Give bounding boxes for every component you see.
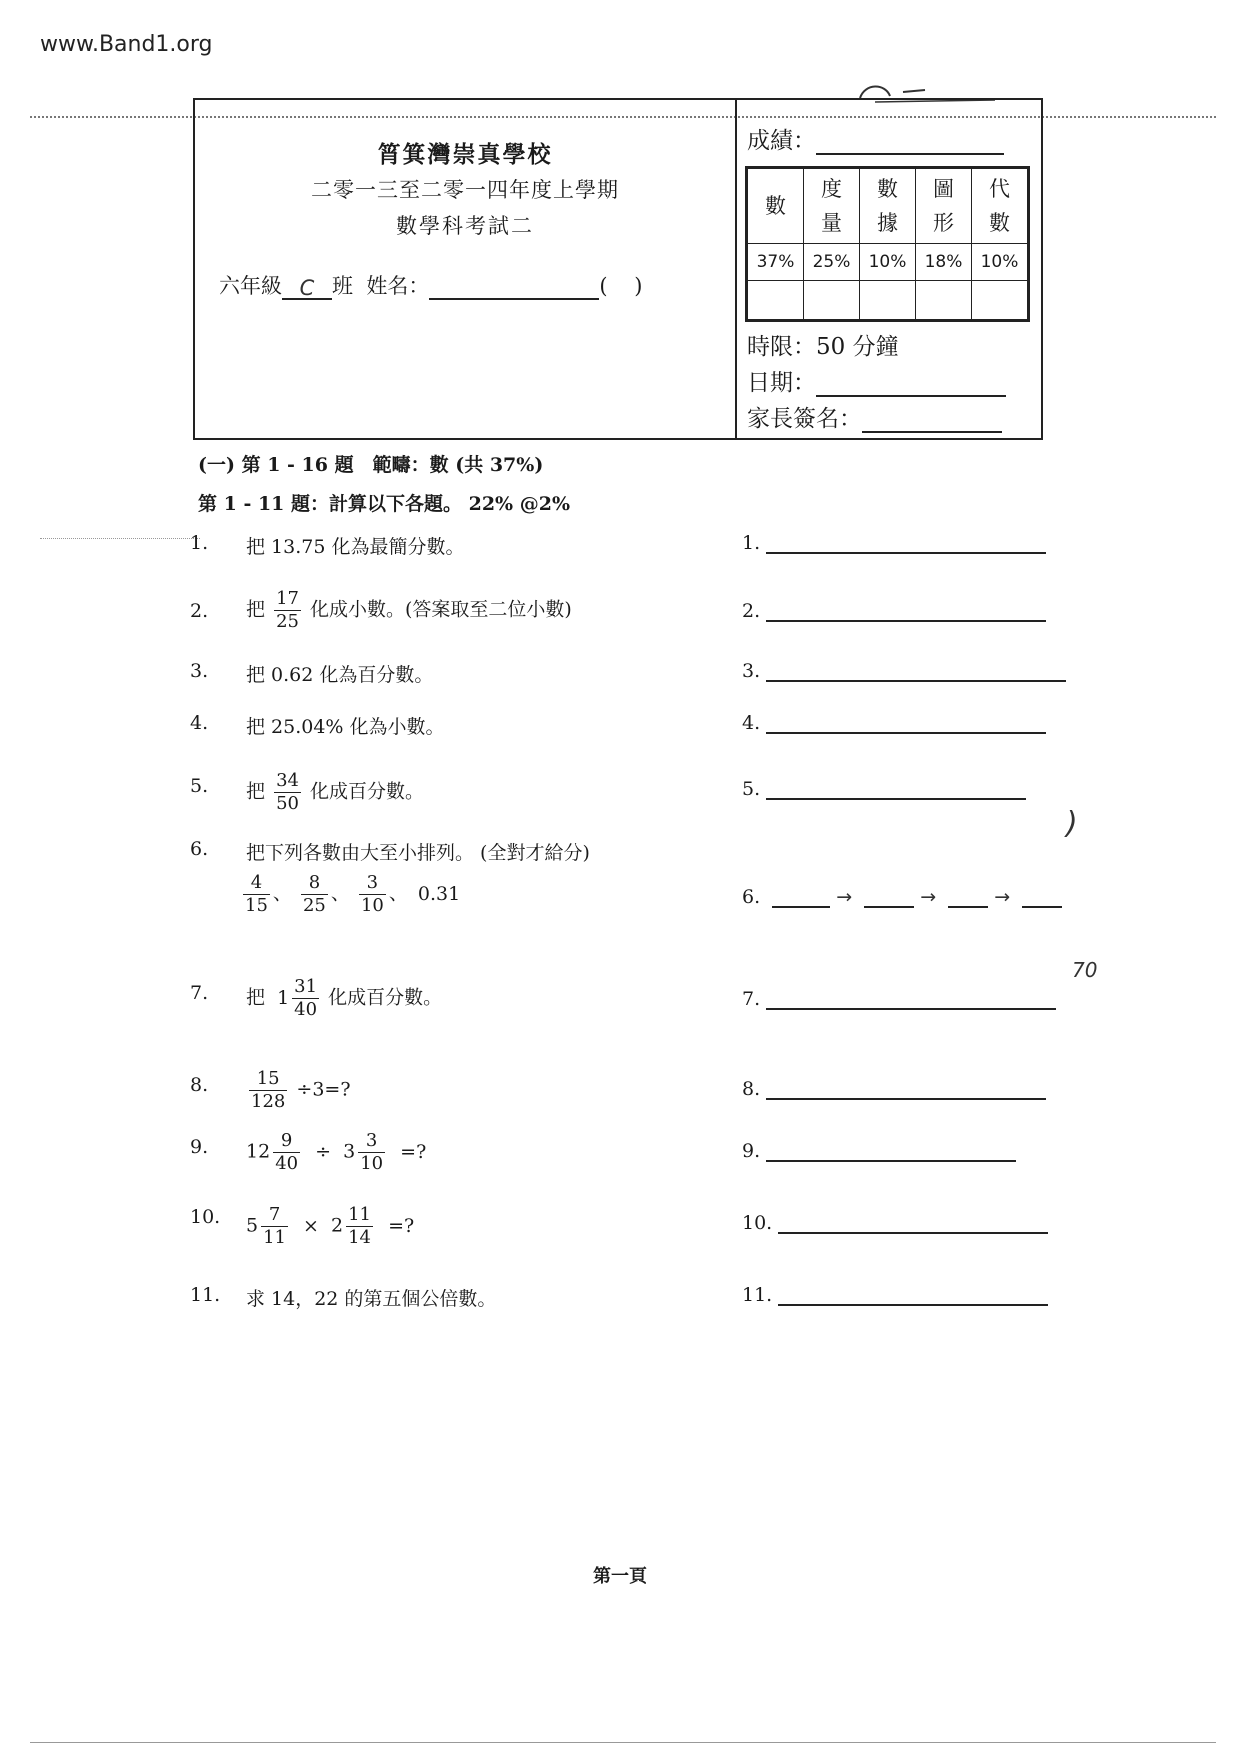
score-entry-cell[interactable] <box>916 281 972 321</box>
question-number: 10. <box>190 1206 221 1228</box>
answer-line <box>742 778 1026 800</box>
fraction-numerator: 4 <box>243 872 270 895</box>
category-cell <box>804 168 860 244</box>
answer-slot[interactable] <box>948 904 988 908</box>
answer-line <box>742 1078 1046 1100</box>
answer-field[interactable] <box>766 550 1046 554</box>
question-suffix: =? <box>400 1140 427 1163</box>
fraction-denominator: 50 <box>276 793 299 814</box>
score-label: 成績： <box>747 128 816 154</box>
fraction-numerator: 3 <box>358 1130 385 1153</box>
question-prefix: 把 <box>246 780 266 803</box>
fraction-numerator: 7 <box>261 1204 288 1227</box>
class-value: C <box>299 276 315 300</box>
handwritten-note: 70 <box>1072 958 1098 982</box>
date-label: 日期： <box>747 370 816 396</box>
question-suffix: 化成小數。(答案取至二位小數) <box>310 598 572 621</box>
score-breakdown-table <box>745 166 1030 322</box>
watermark: www.Band1.org <box>40 32 213 57</box>
fraction <box>301 872 328 917</box>
scan-line-bottom <box>30 1742 1216 1743</box>
question-number: 4. <box>190 712 209 734</box>
answer-label: 9. <box>742 1140 761 1162</box>
parent-sign-label: 家長簽名： <box>747 406 862 432</box>
answer-field[interactable] <box>778 1230 1048 1234</box>
question-text <box>246 976 442 1021</box>
arrow-icon: → <box>994 886 1011 908</box>
percentage-cell: 10% <box>972 244 1029 281</box>
answer-label: 10. <box>742 1212 773 1234</box>
fraction <box>346 1204 373 1249</box>
percentage-cell: 25% <box>804 244 860 281</box>
answer-line <box>742 532 1046 554</box>
fraction-denominator: 11 <box>263 1227 286 1248</box>
fraction-denominator: 10 <box>360 1153 384 1174</box>
category-char: 形 <box>933 211 954 235</box>
question-number: 5. <box>190 775 209 797</box>
date-field[interactable] <box>816 379 1006 397</box>
answer-label: 3. <box>742 660 761 682</box>
answer-line <box>742 988 1056 1010</box>
question-text <box>246 588 572 633</box>
answer-line <box>742 1140 1016 1162</box>
fraction <box>359 872 386 917</box>
fraction <box>274 588 301 633</box>
question-suffix: =? <box>388 1214 415 1237</box>
question-number: 6. <box>190 838 209 860</box>
fraction-numerator: 11 <box>348 1204 372 1225</box>
fraction-numerator: 9 <box>273 1130 300 1153</box>
name-label: 姓名： <box>366 274 430 298</box>
question-prefix: 把 <box>246 598 266 621</box>
fraction-numerator: 15 <box>249 1068 287 1091</box>
answer-label: 2. <box>742 600 761 622</box>
score-category-row <box>747 168 1029 244</box>
category-char: 度 <box>821 177 842 201</box>
score-entry-cell[interactable] <box>747 281 804 321</box>
answer-field[interactable] <box>766 678 1066 682</box>
answer-line <box>742 1212 1048 1234</box>
answer-line <box>742 600 1046 622</box>
fraction-denominator: 14 <box>348 1227 372 1248</box>
score-percentage-row <box>747 244 1029 281</box>
question-suffix: 化成百分數。 <box>328 986 443 1009</box>
category-char: 代 <box>989 177 1010 201</box>
operator: × <box>303 1214 319 1237</box>
fraction-denominator: 10 <box>360 895 384 916</box>
arrow-icon: → <box>920 886 937 908</box>
answer-slot[interactable] <box>1022 904 1062 908</box>
category-char: 圖 <box>933 177 954 201</box>
answer-label: 7. <box>742 988 761 1010</box>
question-text: 把下列各數由大至小排列。 (全對才給分) <box>246 842 590 864</box>
fraction-denominator: 15 <box>245 895 268 916</box>
answer-slot[interactable] <box>772 904 830 908</box>
answer-field[interactable] <box>778 1302 1048 1306</box>
answer-line <box>742 1284 1048 1306</box>
school-year: 二零一三至二零一四年度上學期 <box>311 178 619 202</box>
answer-field[interactable] <box>766 1158 1016 1162</box>
ordering-numbers <box>240 872 460 917</box>
question-number: 9. <box>190 1136 209 1158</box>
answer-label: 8. <box>742 1078 761 1100</box>
class-label: 班 <box>332 274 353 298</box>
fraction-denominator: 25 <box>276 611 299 632</box>
question-text <box>246 1130 426 1175</box>
question-number: 7. <box>190 982 209 1004</box>
question-number: 8. <box>190 1074 209 1096</box>
fraction-numerator: 8 <box>301 872 328 895</box>
answer-label: 6. <box>742 886 761 908</box>
question-text: 把 13.75 化為最簡分數。 <box>246 536 465 558</box>
fraction <box>292 976 319 1021</box>
student-number-field[interactable]: ( ) <box>599 274 643 298</box>
fraction-denominator: 40 <box>275 1153 299 1174</box>
score-field[interactable] <box>816 135 1004 155</box>
question-number: 1. <box>190 532 209 554</box>
separator: 、 <box>388 882 408 905</box>
answer-field[interactable] <box>766 1006 1056 1010</box>
whole-number: 3 <box>343 1140 356 1163</box>
answer-label: 5. <box>742 778 761 800</box>
whole-number: 5 <box>246 1214 259 1237</box>
ordering-answer <box>742 886 1062 908</box>
percentage-cell: 18% <box>916 244 972 281</box>
question-text <box>246 1068 351 1113</box>
exam-title: 數學科考試二 <box>396 214 534 238</box>
answer-field[interactable] <box>766 618 1046 622</box>
category-char: 數 <box>877 177 898 201</box>
answer-line <box>742 660 1066 682</box>
scan-line-mid <box>40 538 200 539</box>
decimal-value: 0.31 <box>417 882 461 905</box>
score-entry-cell[interactable] <box>860 281 916 321</box>
answer-label: 11. <box>742 1284 773 1306</box>
score-entry-cell[interactable] <box>972 281 1029 321</box>
time-limit: 時限：50 分鐘 <box>747 334 899 360</box>
parent-sign-line <box>747 400 1002 433</box>
fraction <box>274 770 301 815</box>
fraction-denominator: 40 <box>294 999 318 1020</box>
section-subtitle: 第 1 - 11 題：計算以下各題。 22% @2% <box>198 493 571 515</box>
date-line <box>747 364 1006 397</box>
fraction <box>358 1130 385 1175</box>
answer-field[interactable] <box>766 1096 1046 1100</box>
arrow-icon: → <box>836 886 853 908</box>
separator: 、 <box>330 882 350 905</box>
question-number: 11. <box>190 1284 221 1306</box>
whole-number: 1 <box>277 986 290 1009</box>
answer-line <box>742 712 1046 734</box>
percentage-cell: 10% <box>860 244 916 281</box>
class-field[interactable] <box>282 276 332 300</box>
category-cell <box>860 168 916 244</box>
name-field[interactable] <box>429 276 599 300</box>
class-name-line <box>219 270 642 300</box>
percentage-cell: 37% <box>747 244 804 281</box>
category-char: 數 <box>989 211 1010 235</box>
fraction <box>249 1068 287 1113</box>
score-entry-cell[interactable] <box>804 281 860 321</box>
fraction-numerator: 31 <box>294 976 318 997</box>
category-cell <box>916 168 972 244</box>
category-cell: 數 <box>747 168 804 244</box>
school-name: 筲箕灣崇真學校 <box>377 141 553 168</box>
separator: 、 <box>272 882 292 905</box>
fraction-numerator: 17 <box>276 588 299 609</box>
question-text: 求 14，22 的第五個公倍數。 <box>246 1288 497 1310</box>
parent-sign-field[interactable] <box>862 415 1002 433</box>
question-suffix: 化成百分數。 <box>310 780 425 803</box>
question-text: 把 25.04% 化為小數。 <box>246 716 445 738</box>
answer-label: 1. <box>742 532 761 554</box>
handwritten-paren: ) <box>1066 806 1078 841</box>
fraction <box>261 1204 288 1249</box>
answer-field[interactable] <box>766 730 1046 734</box>
operator: ÷ <box>315 1140 332 1163</box>
question-number: 3. <box>190 660 209 682</box>
section-title: (一) 第 1 - 16 題 範疇：數 (共 37%) <box>198 454 544 476</box>
score-line <box>747 122 1004 155</box>
fraction-denominator: 25 <box>302 895 326 916</box>
score-entry-row <box>747 281 1029 321</box>
answer-slot[interactable] <box>864 904 914 908</box>
question-number: 2. <box>190 600 209 622</box>
page-number: 第一頁 <box>593 1566 647 1587</box>
category-char: 據 <box>877 211 898 235</box>
fraction <box>273 1130 300 1175</box>
question-text <box>246 770 424 815</box>
fraction-numerator: 3 <box>359 872 386 895</box>
question-text <box>246 1204 414 1249</box>
whole-number: 2 <box>331 1214 344 1237</box>
fraction <box>243 872 270 917</box>
fraction-numerator: 34 <box>276 770 299 791</box>
answer-label: 4. <box>742 712 761 734</box>
header-box <box>193 98 1043 440</box>
category-char: 量 <box>821 211 842 235</box>
question-suffix: ÷3=? <box>296 1078 351 1101</box>
fraction-denominator: 128 <box>251 1091 286 1112</box>
question-prefix: 把 <box>246 986 266 1009</box>
header-divider <box>735 100 737 438</box>
grade-label: 六年級 <box>219 274 282 298</box>
whole-number: 12 <box>246 1140 271 1163</box>
answer-field[interactable] <box>766 796 1026 800</box>
question-text: 把 0.62 化為百分數。 <box>246 664 434 686</box>
category-cell <box>972 168 1029 244</box>
